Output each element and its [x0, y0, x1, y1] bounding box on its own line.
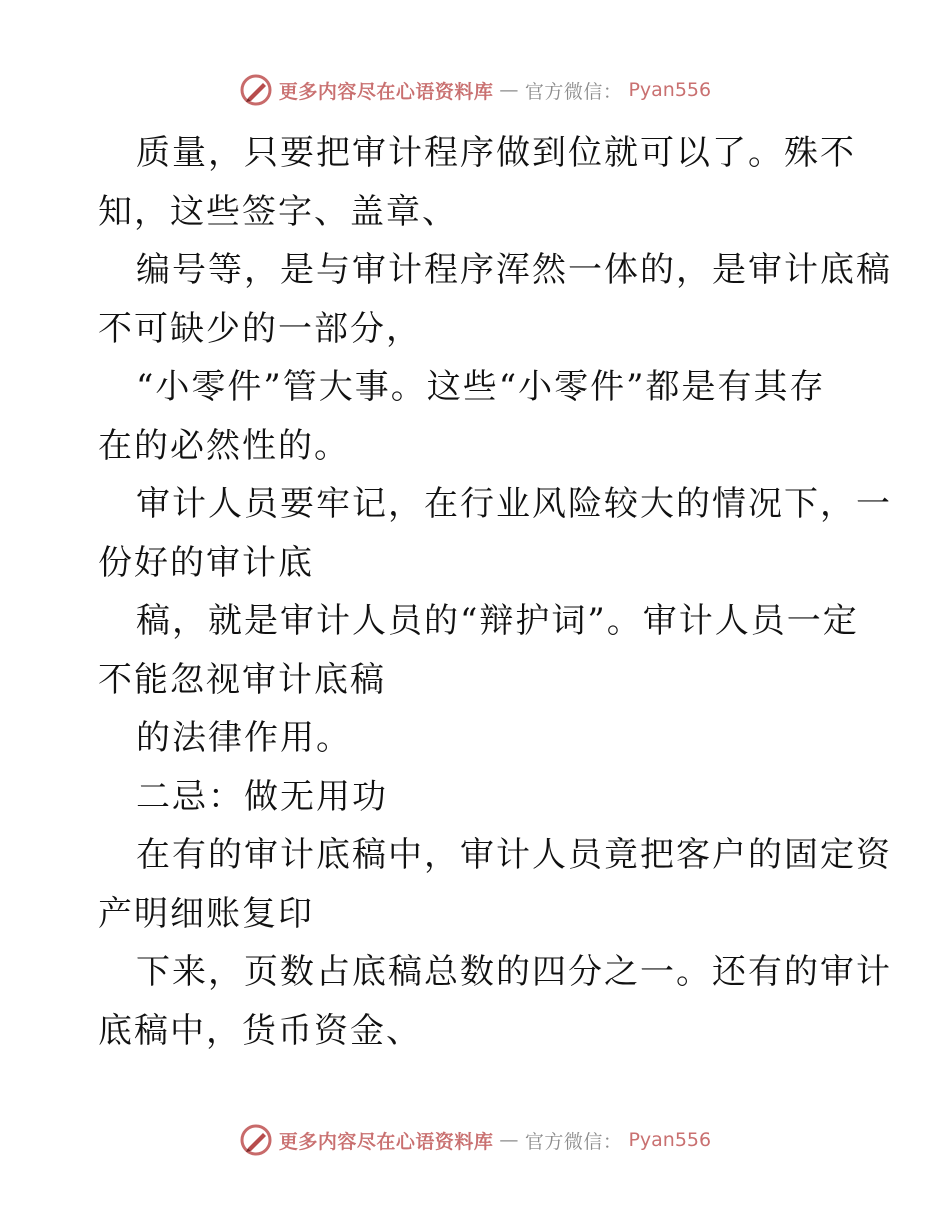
page-footer-banner: [0, 1122, 950, 1158]
banner-wechat-id: Pyan556: [628, 79, 712, 101]
text-line: 知，这些签字、盖章、: [98, 191, 458, 232]
pen-logo-icon: [239, 73, 273, 107]
page-header-banner: [0, 72, 950, 108]
text-line: 不可缺少的一部分，: [98, 308, 422, 349]
banner-dash: —: [499, 79, 519, 101]
text-line: 在的必然性的。: [98, 425, 350, 466]
text-line: 不能忽视审计底稿: [98, 659, 386, 700]
text-line: 下来，页数占底稿总数的四分之一。还有的审计: [136, 952, 892, 992]
text-line: 的法律作用。: [136, 718, 352, 758]
section-heading: 二忌：做无用功: [136, 776, 388, 817]
text-line: 产明细账复印: [98, 893, 314, 934]
pen-logo-icon: [239, 1123, 273, 1157]
text-line: 稿，就是审计人员的“辩护词”。审计人员一定: [136, 601, 859, 641]
banner-dash: —: [499, 1129, 519, 1151]
text-line: 编号等，是与审计程序浑然一体的，是审计底稿: [136, 250, 892, 290]
banner-sub-text: 官方微信：: [524, 1130, 623, 1153]
text-line: “小零件”管大事。这些“小零件”都是有其存: [136, 367, 826, 407]
banner-main-text: 更多内容尽在心语资料库: [278, 1130, 494, 1153]
document-body: [98, 124, 892, 1060]
banner-main-text: 更多内容尽在心语资料库: [278, 80, 494, 103]
banner-sub-text: 官方微信：: [524, 80, 623, 103]
text-line: 底稿中，货币资金、: [98, 1010, 422, 1051]
text-line: 审计人员要牢记，在行业风险较大的情况下，一: [136, 484, 892, 524]
text-line: 在有的审计底稿中，审计人员竟把客户的固定资: [136, 835, 892, 875]
banner-wechat-id: Pyan556: [628, 1129, 712, 1151]
text-line: 质量，只要把审计程序做到位就可以了。殊不: [136, 133, 856, 173]
text-line: 份好的审计底: [98, 542, 314, 583]
